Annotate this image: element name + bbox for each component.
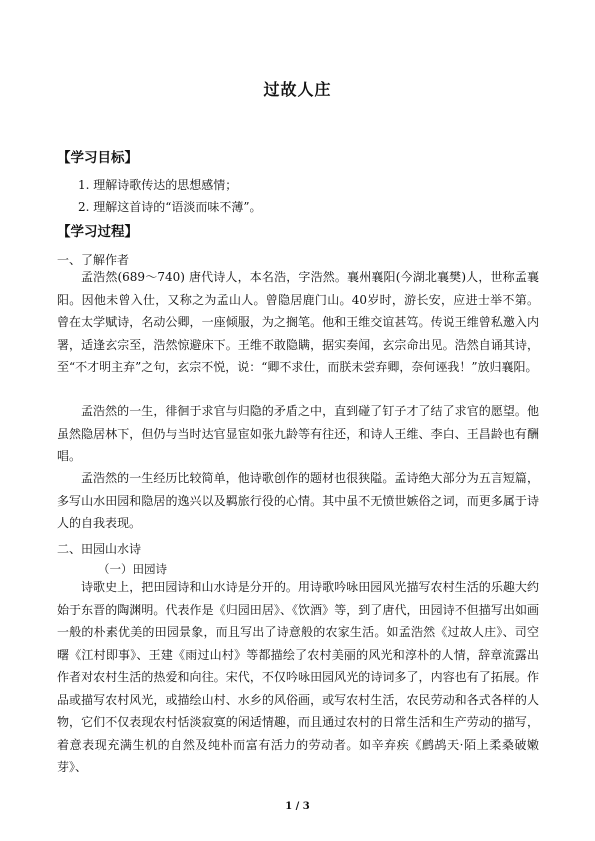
process-heading: 【学习过程】 [57, 224, 138, 240]
page-number: 1 / 3 [285, 801, 310, 812]
part1-heading: 一、了解作者 [57, 253, 130, 267]
goal-item-2: 2. 理解这首诗的“语淡而味不薄”。 [78, 200, 262, 214]
author-paragraph-2: 孟浩然的一生，徘徊于求官与归隐的矛盾之中，直到碰了钉子才了结了求官的愿望。他虽然隐居林下，但仍与当时达官显宦如张九龄等有往还，和诗人王维、李白、王昌龄也有酬唱。 [57, 404, 539, 463]
page-title: 过故人庄 [263, 80, 332, 99]
part2-heading: 二、田园山水诗 [57, 542, 142, 556]
goal-item-1: 1. 理解诗歌传达的思想感情； [78, 178, 238, 192]
part2-sub-heading: （一）田园诗 [98, 562, 167, 576]
author-paragraph-3: 孟浩然的一生经历比较简单，他诗歌创作的题材也很狭隘。孟诗绝大部分为五言短篇，多写山水田园和隐居的逸兴以及羁旅行役的心情。其中虽不无愤世嫉俗之词，而更多属于诗人的自我表现。 [57, 471, 539, 530]
pastoral-paragraph: 诗歌史上，把田园诗和山水诗是分开的。用诗歌吟咏田园风光描写农村生活的乐趣大约始于东晋的陶渊明。代表作是《归园田居》、《饮酒》等，到了唐代，田园诗不但描写出如画一般的朴素优美的田园景象，而且写出了诗意般的农家生活。如孟浩然《过故人庄》、司空曙《江村即事》、王建《雨过山村》等都描绘了农村美丽的风光和淳朴的人情，辞章流露出作者对农村生活的热爱和向往。宋代，不仅吟咏田园风光的诗词多了，内容也有了拓展。作品或描写农村风光，或描绘山村、水乡的风俗画，或写农村生活，农民劳动和各式各样的人物，它们不仅表现农村恬淡寂寞的闲适情趣，而且通过农村的日常生活和生产劳动的描写，着意表现充满生机的自然及纯朴而富有活力的劳动者。如辛弃疾《鹧鸪天·陌上柔桑破嫩芽》、 [57, 580, 539, 774]
goals-heading: 【学习目标】 [57, 150, 138, 166]
author-paragraph-1: 孟浩然(689～740) 唐代诗人，本名浩，字浩然。襄州襄阳(今湖北襄樊)人，世称孟襄阳。因他未曾入仕，又称之为孟山人。曾隐居鹿门山。40岁时，游长安，应进士举不第。曾在太学赋诗，名动公卿，一座倾服，为之搁笔。他和王维交谊甚笃。传说王维曾私邀入内署，适逢玄宗至，浩然惊避床下。王维不敢隐瞒，据实奏闻，玄宗命出见。浩然自诵其诗，至“不才明主弃”之句，玄宗不悦，说：“卿不求仕，而朕未尝弃卿，奈何诬我！”放归襄阳。 [57, 270, 539, 374]
